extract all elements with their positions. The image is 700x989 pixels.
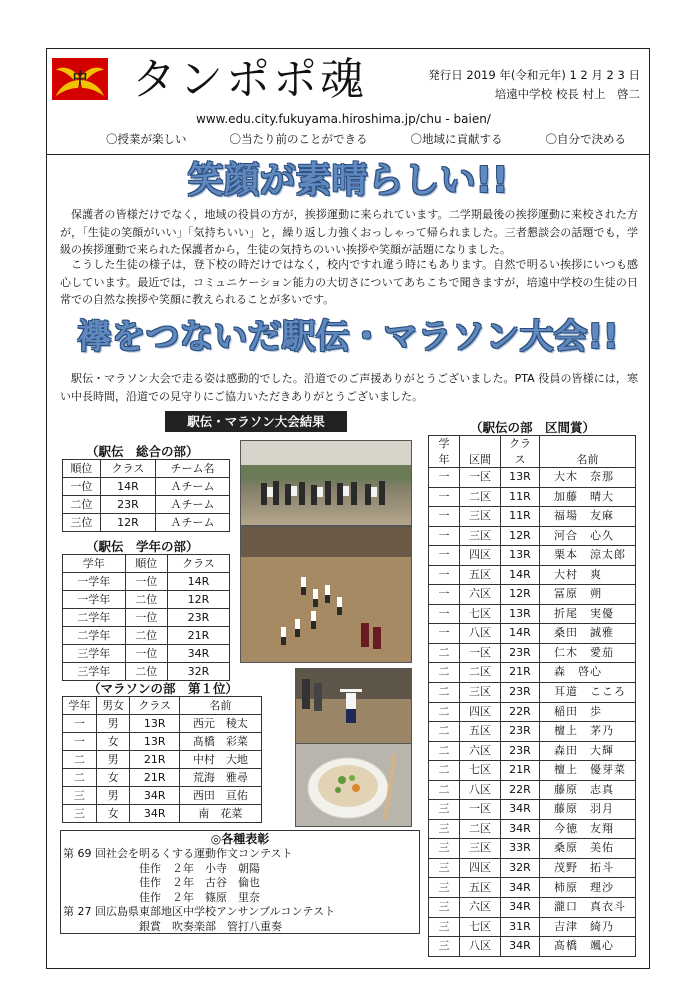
cell: 西元 稜太	[179, 715, 261, 733]
cell: 一区	[460, 800, 501, 820]
cell: 七区	[460, 604, 501, 624]
cell: 一	[429, 604, 460, 624]
table-row	[429, 839, 636, 859]
cell: 二	[429, 780, 460, 800]
cell: 34R	[501, 898, 540, 918]
cell: 一	[429, 487, 460, 507]
cell: 髙橋 颯心	[540, 937, 636, 957]
cell: 21R	[501, 663, 540, 683]
cell: 14R	[501, 565, 540, 585]
cell: 南 花菜	[179, 805, 261, 823]
table-row	[63, 733, 262, 751]
award-contest-ensemble: 第 27 回広島県東部地区中学校アンサンブルコンテスト	[63, 905, 336, 918]
kukan-table	[428, 435, 636, 957]
cell: 32R	[167, 663, 229, 681]
cell: 大村 爽	[540, 565, 636, 585]
table-row	[63, 573, 230, 591]
col-header: 学年	[63, 697, 97, 715]
cell: Ａチーム	[156, 478, 230, 496]
issue-date: 発行日 2019 年(令和元年) 1 2 月 2 3 日	[428, 68, 640, 82]
cell: 四区	[460, 702, 501, 722]
award-contest-essay: 第 69 回社会を明るくする運動作文コンテスト	[63, 847, 293, 860]
cell: 八区	[460, 780, 501, 800]
table-row	[63, 609, 230, 627]
table-row	[429, 507, 636, 527]
table-row	[429, 585, 636, 605]
goal-item: 〇当たり前のことができる	[229, 132, 368, 146]
table-row	[429, 819, 636, 839]
cell: 一	[429, 507, 460, 527]
cell: 一	[63, 715, 97, 733]
cell: 三	[429, 800, 460, 820]
table-row	[429, 604, 636, 624]
table-row	[429, 702, 636, 722]
photo-finish-line	[295, 668, 412, 744]
cell: 二	[429, 702, 460, 722]
school-goals	[106, 131, 626, 147]
cell: 森 啓心	[540, 663, 636, 683]
cell: 二	[429, 741, 460, 761]
cell: 一	[429, 585, 460, 605]
cell: 三	[63, 805, 97, 823]
table-row	[63, 805, 262, 823]
marathon-table	[62, 696, 262, 823]
cell: 一	[429, 526, 460, 546]
school-principal: 培遠中学校 校長 村上 啓二	[494, 87, 640, 101]
cell: 21R	[130, 751, 179, 769]
cell: 二区	[460, 487, 501, 507]
cell: 大木 奈那	[540, 468, 636, 488]
cell: 二位	[63, 496, 101, 514]
cell: 一区	[460, 468, 501, 488]
table-row	[63, 769, 262, 787]
table-row	[63, 591, 230, 609]
table-row	[429, 526, 636, 546]
cell: 22R	[501, 780, 540, 800]
award-winner: 佳作 ２年 篠原 里奈	[139, 890, 260, 904]
table-row	[429, 487, 636, 507]
cell: 12R	[167, 591, 229, 609]
col-header: 順位	[125, 555, 167, 573]
publication-info	[404, 66, 640, 104]
cell: 23R	[501, 643, 540, 663]
cell: 男	[96, 787, 130, 805]
cell: 瀧口 真衣斗	[540, 898, 636, 918]
ekiden-overall-table	[62, 459, 230, 532]
cell: 柿原 理沙	[540, 878, 636, 898]
photo-relay-handoff	[240, 526, 412, 663]
goal-item: 〇授業が楽しい	[106, 132, 187, 146]
cell: 三	[429, 898, 460, 918]
col-header: クラス	[167, 555, 229, 573]
cell: 12R	[501, 526, 540, 546]
table-row	[429, 917, 636, 937]
col-header: チーム名	[156, 460, 230, 478]
table-row	[429, 800, 636, 820]
col-header: 名前	[179, 697, 261, 715]
cell: 二	[63, 751, 97, 769]
table-row	[63, 715, 262, 733]
cell: 二学年	[63, 609, 126, 627]
cell: 23R	[100, 496, 155, 514]
awards-box	[60, 830, 420, 934]
cell: 八区	[460, 937, 501, 957]
cell: 女	[96, 769, 130, 787]
awards-title: ◎各種表彰	[210, 832, 270, 846]
cell: 14R	[100, 478, 155, 496]
cell: 34R	[501, 819, 540, 839]
cell: 三区	[460, 839, 501, 859]
table-row	[429, 878, 636, 898]
cell: 一	[429, 468, 460, 488]
cell: 一学年	[63, 591, 126, 609]
table-row	[429, 741, 636, 761]
cell: 四区	[460, 858, 501, 878]
cell: 五区	[460, 722, 501, 742]
cell: 13R	[501, 604, 540, 624]
cell: 桑原 美佑	[540, 839, 636, 859]
cell: 21R	[167, 627, 229, 645]
cell: 仁木 愛茄	[540, 643, 636, 663]
cell: 八区	[460, 624, 501, 644]
cell: 四区	[460, 546, 501, 566]
goal-item: 〇地域に貢献する	[410, 132, 503, 146]
cell: 三位	[63, 514, 101, 532]
table-row	[63, 787, 262, 805]
article1-paragraph-1: 保護者の皆様だけでなく，地域の役員の方が，挨拶運動に来られています。二学期最後の挨拶運動に来校された方が，「生徒の笑顔がいい」「気持ちいい」と，繰り返し力強くおっしゃって帰られました。三者懇談会の話題でも，学級の挨拶運動で来られた保護者から，生徒の気持ちのいい挨拶や笑顔が話題になりました。	[60, 208, 638, 256]
cell: 14R	[167, 573, 229, 591]
table-header-row	[429, 436, 636, 468]
cell: 茂野 拓斗	[540, 858, 636, 878]
cell: 中村 大地	[179, 751, 261, 769]
cell: 藤原 志真	[540, 780, 636, 800]
cell: 五区	[460, 565, 501, 585]
cell: 吉津 綺乃	[540, 917, 636, 937]
cell: 女	[96, 733, 130, 751]
school-emblem-icon	[52, 58, 108, 100]
cell: 男	[96, 715, 130, 733]
cell: 三区	[460, 507, 501, 527]
cell: 14R	[501, 624, 540, 644]
col-header: 学年	[63, 555, 126, 573]
award-winner: 佳作 ２年 小寺 朝陽	[139, 861, 260, 875]
cell: 冨原 朔	[540, 585, 636, 605]
goal-item: 〇自分で決める	[545, 132, 626, 146]
cell: 六区	[460, 585, 501, 605]
emblem-text: 中	[72, 69, 88, 87]
cell: 一	[429, 546, 460, 566]
ekiden-overall-title: （駅伝 総合の部）	[86, 444, 199, 459]
cell: 23R	[501, 722, 540, 742]
cell: 二	[429, 722, 460, 742]
cell: 11R	[501, 487, 540, 507]
cell: 折尾 実優	[540, 604, 636, 624]
cell: 二位	[125, 627, 167, 645]
cell: 一位	[125, 573, 167, 591]
cell: 森田 大輝	[540, 741, 636, 761]
cell: 31R	[501, 917, 540, 937]
col-header: クラ ス	[501, 436, 540, 468]
photo-runners-start	[240, 440, 412, 526]
cell: 一位	[63, 478, 101, 496]
cell: 三区	[460, 683, 501, 703]
cell: 23R	[501, 741, 540, 761]
cell: 女	[96, 805, 130, 823]
newsletter-title: タンポポ魂	[132, 54, 367, 105]
cell: 二	[429, 683, 460, 703]
cell: 二	[429, 663, 460, 683]
cell: 13R	[501, 468, 540, 488]
cell: 22R	[501, 702, 540, 722]
school-url: www.edu.city.fukuyama.hiroshima.jp/chu - baien/	[196, 112, 491, 126]
cell: 三区	[460, 526, 501, 546]
cell: 二区	[460, 663, 501, 683]
cell: 西田 亘佑	[179, 787, 261, 805]
cell: 21R	[501, 761, 540, 781]
cell: 23R	[501, 683, 540, 703]
table-row	[63, 627, 230, 645]
cell: Ａチーム	[156, 496, 230, 514]
table-row	[63, 496, 230, 514]
cell: 三	[429, 858, 460, 878]
kukan-title: （駅伝の部 区間賞）	[470, 420, 596, 435]
table-row	[429, 624, 636, 644]
cell: 六区	[460, 898, 501, 918]
cell: 耳道 こころ	[540, 683, 636, 703]
col-header: 区間	[460, 436, 501, 468]
cell: 一	[429, 565, 460, 585]
table-row	[429, 780, 636, 800]
cell: 三	[429, 878, 460, 898]
cell: 三	[63, 787, 97, 805]
table-row	[429, 643, 636, 663]
cell: 11R	[501, 507, 540, 527]
headline-ekiden: 襷をつないだ駅伝・マラソン大会!!	[77, 317, 619, 357]
cell: 三学年	[63, 645, 126, 663]
cell: 34R	[501, 937, 540, 957]
cell: 34R	[167, 645, 229, 663]
cell: 六区	[460, 741, 501, 761]
cell: 三	[429, 917, 460, 937]
cell: 藤原 羽月	[540, 800, 636, 820]
table-row	[429, 722, 636, 742]
award-winner: 銀賞 吹奏楽部 管打八重奏	[139, 919, 282, 933]
table-header-row	[63, 555, 230, 573]
cell: 34R	[501, 800, 540, 820]
table-row	[429, 761, 636, 781]
table-row	[63, 663, 230, 681]
cell: 二学年	[63, 627, 126, 645]
cell: 一位	[125, 609, 167, 627]
ekiden-grade-table	[62, 554, 230, 681]
article1-paragraph-2: こうした生徒の様子は，登下校の時だけではなく，校内ですれ違う時にもあります。自然で明るい挨拶にいつも感心しています。最近では，コミュニケーション能力の大切さについてあちこちで聞きますが，培遠中学校の生徒の日常での自然な挨拶や笑顔に教えられることが多いです。	[60, 258, 638, 306]
table-row	[429, 565, 636, 585]
cell: 加藤 晴大	[540, 487, 636, 507]
cell: 七区	[460, 761, 501, 781]
cell: 三	[429, 839, 460, 859]
cell: 一学年	[63, 573, 126, 591]
headline-smiles: 笑顔が素晴らしい!!	[187, 160, 509, 201]
col-header: 男女	[96, 697, 130, 715]
cell: 髙橋 彩菜	[179, 733, 261, 751]
cell: 23R	[167, 609, 229, 627]
table-row	[63, 478, 230, 496]
cell: 七区	[460, 917, 501, 937]
cell: 二位	[125, 663, 167, 681]
cell: 三学年	[63, 663, 126, 681]
cell: 34R	[130, 787, 179, 805]
cell: 河合 心久	[540, 526, 636, 546]
cell: 福場 友麻	[540, 507, 636, 527]
col-header: クラス	[100, 460, 155, 478]
table-header-row	[63, 697, 262, 715]
table-row	[63, 645, 230, 663]
cell: 檀上 優芽菜	[540, 761, 636, 781]
cell: 三	[429, 937, 460, 957]
cell: 21R	[130, 769, 179, 787]
table-row	[429, 937, 636, 957]
cell: 三	[429, 819, 460, 839]
table-row	[429, 546, 636, 566]
table-row	[429, 683, 636, 703]
table-row	[429, 468, 636, 488]
cell: 二	[429, 643, 460, 663]
col-header: 学 年	[429, 436, 460, 468]
cell: 34R	[501, 878, 540, 898]
cell: 荒海 雅尋	[179, 769, 261, 787]
ekiden-grade-title: （駅伝 学年の部）	[86, 539, 199, 554]
col-header: 順位	[63, 460, 101, 478]
table-row	[429, 898, 636, 918]
cell: 今徳 友翔	[540, 819, 636, 839]
cell: 一位	[125, 645, 167, 663]
cell: 二	[429, 761, 460, 781]
article2-paragraph: 駅伝・マラソン大会で走る姿は感動的でした。沿道でのご声援ありがとうございました。PTA 役員の皆様には，寒い中長時間，沿道での見守りにご協力いただきありがとうございました。	[60, 372, 638, 403]
cell: 12R	[501, 585, 540, 605]
cell: 二区	[460, 819, 501, 839]
table-row	[63, 514, 230, 532]
table-row	[63, 751, 262, 769]
header-divider	[46, 154, 650, 155]
cell: 男	[96, 751, 130, 769]
cell: 二位	[125, 591, 167, 609]
cell: 桑田 誠雅	[540, 624, 636, 644]
col-header: クラス	[130, 697, 179, 715]
cell: 13R	[130, 733, 179, 751]
cell: 13R	[130, 715, 179, 733]
cell: 33R	[501, 839, 540, 859]
cell: 34R	[130, 805, 179, 823]
cell: Ａチーム	[156, 514, 230, 532]
photo-soup-bowl	[295, 743, 412, 827]
cell: 二	[63, 769, 97, 787]
marathon-title: （マラソンの部 第１位）	[88, 681, 239, 696]
cell: 12R	[100, 514, 155, 532]
cell: 13R	[501, 546, 540, 566]
table-header-row	[63, 460, 230, 478]
award-winner: 佳作 ２年 古谷 倫也	[139, 876, 260, 889]
table-row	[429, 663, 636, 683]
cell: 32R	[501, 858, 540, 878]
cell: 一	[429, 624, 460, 644]
cell: 五区	[460, 878, 501, 898]
col-header: 名前	[540, 436, 636, 468]
cell: 栗本 涼太郎	[540, 546, 636, 566]
cell: 稲田 歩	[540, 702, 636, 722]
cell: 一	[63, 733, 97, 751]
cell: 檀上 茅乃	[540, 722, 636, 742]
table-row	[429, 858, 636, 878]
results-banner: 駅伝・マラソン大会結果	[165, 411, 347, 432]
cell: 一区	[460, 643, 501, 663]
